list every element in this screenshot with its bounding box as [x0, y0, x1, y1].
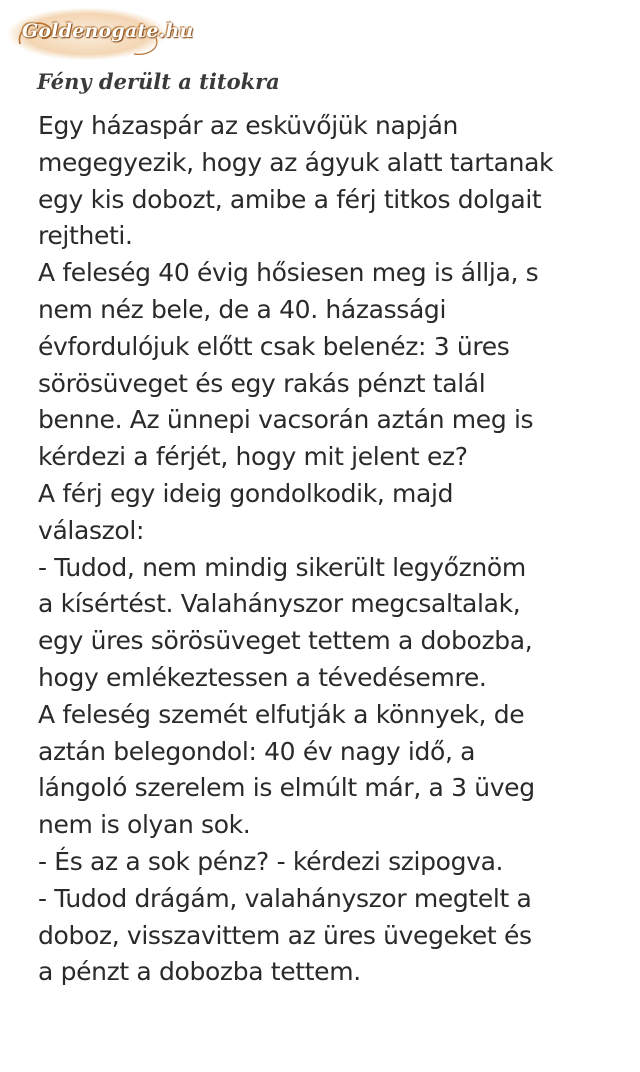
story-line: A feleség 40 évig hősiesen meg is állja, s — [38, 258, 539, 288]
story-line: hogy emlékeztessen a tévedésemre. — [38, 662, 487, 692]
story-line: aztán belegondol: 40 év nagy idő, a — [38, 736, 476, 766]
story-line: - És az a sok pénz? - kérdezi szipogva. — [38, 846, 504, 876]
story-line: rejtheti. — [38, 221, 133, 251]
story-line: válaszol: — [38, 515, 145, 545]
story-line: nem is olyan sok. — [38, 810, 251, 840]
story-line: évfordulójuk előtt csak belenéz: 3 üres — [38, 331, 510, 361]
logo-text: Goldenogate.hu — [22, 20, 194, 42]
story-line: nem néz bele, de a 40. házassági — [38, 294, 447, 324]
story-line: sörösüveget és egy rakás pénzt talál — [38, 368, 486, 398]
site-logo[interactable] — [8, 8, 194, 60]
story-line: A férj egy ideig gondolkodik, majd — [38, 478, 454, 508]
story-line: benne. Az ünnepi vacsorán aztán meg is — [38, 405, 534, 435]
story-line: A feleség szemét elfutják a könnyek, de — [38, 699, 525, 729]
story-line: lángoló szerelem is elmúlt már, a 3 üveg — [38, 773, 535, 803]
story-line: a kísértést. Valahányszor megcsaltalak, — [38, 589, 521, 619]
story-line: - Tudod drágám, valahányszor megtelt a — [38, 883, 532, 913]
story-line: doboz, visszavittem az üres üvegeket és — [38, 920, 532, 950]
story-line: a pénzt a dobozba tettem. — [38, 957, 361, 987]
story-line: megegyezik, hogy az ágyuk alatt tartanak — [38, 147, 554, 177]
story-line: egy kis dobozt, amibe a férj titkos dolgait — [38, 184, 542, 214]
story-line: kérdezi a férjét, hogy mit jelent ez? — [38, 442, 468, 472]
page-title: Fény derült a titokra — [37, 69, 280, 94]
story-line: Egy házaspár az esküvőjük napján — [38, 111, 459, 140]
story-text — [38, 108, 633, 991]
story-line: egy üres sörösüveget tettem a dobozba, — [38, 626, 533, 656]
story-line: - Tudod, nem mindig sikerült legyőznöm — [38, 552, 526, 582]
